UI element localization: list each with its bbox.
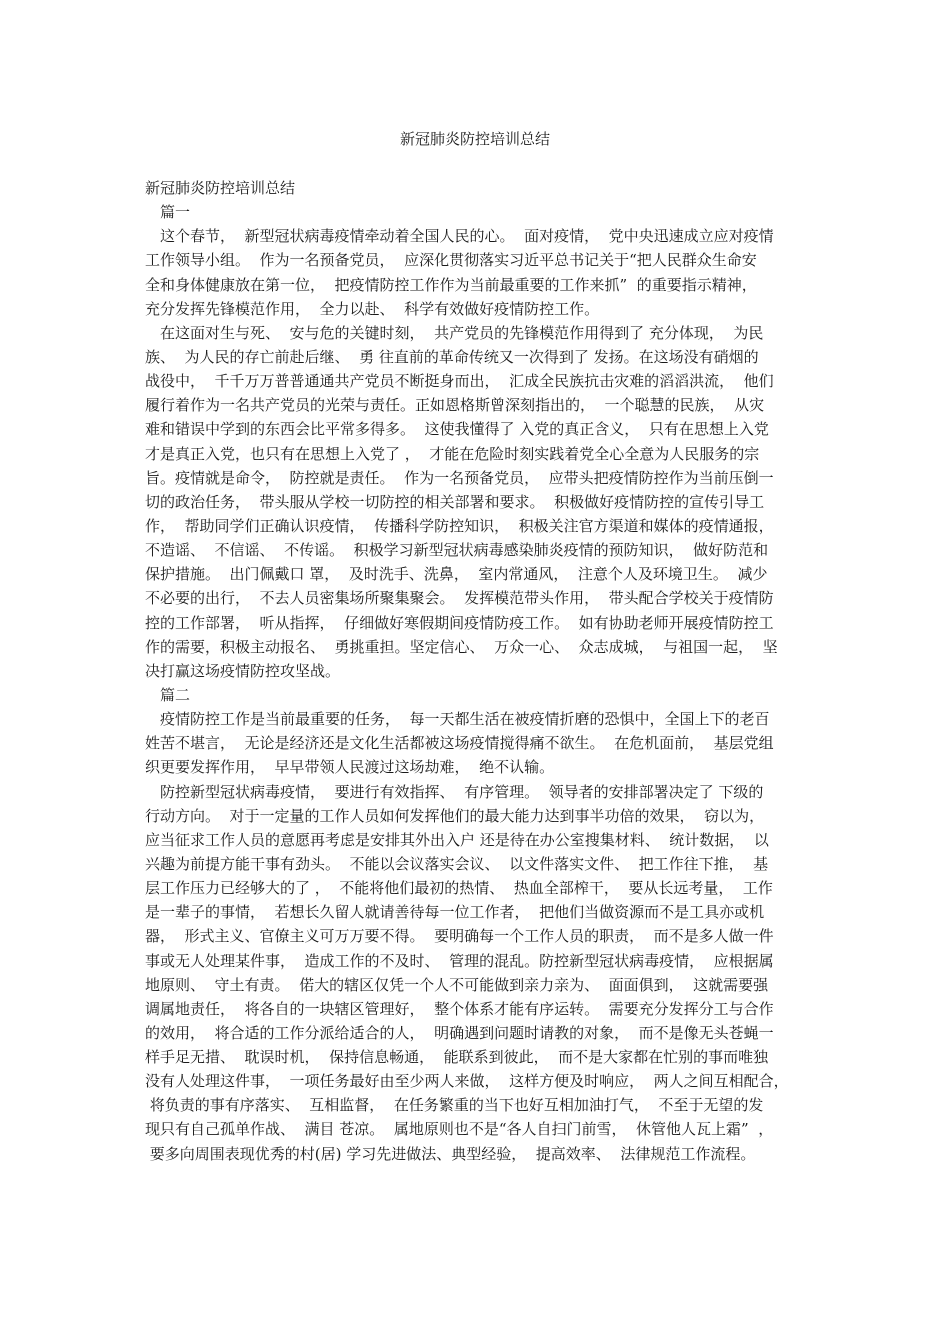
- text-line: 决打赢这场疫情防控攻坚战。: [145, 661, 341, 680]
- text-line: 现只有自己孤单作战、 满目 苍凉。 属地原则也不是“各人自扫门前雪， 休管他人瓦上霜” ，: [145, 1120, 774, 1139]
- text-line: 控的工作部署， 听从指挥， 仔细做好寒假期间疫情防疫工作。 如有协助老师开展疫情防控工: [145, 613, 774, 632]
- text-line: 疫情防控工作是当前最重要的任务， 每一天都生活在被疫情折磨的恐惧中，全国上下的老百: [160, 710, 770, 729]
- text-line: 篇一: [160, 203, 191, 222]
- text-line: 织更要发挥作用， 早早带领人民渡过这场劫难， 绝不认输。: [145, 758, 555, 777]
- text-line: 保护措施。 出门佩戴口 罩， 及时洗手、洗鼻， 室内常通风， 注意个人及环境卫生。 减少: [145, 565, 768, 584]
- text-line: 将负责的事有序落实、 互相监督， 在任务繁重的当下也好互相加油打气， 不至于无望的发: [145, 1096, 764, 1115]
- text-line: 切的政治任务， 带头服从学校一切防控的相关部署和要求。 积极做好疫情防控的宣传引导工: [145, 492, 765, 511]
- text-line: 防控新型冠状病毒疫情， 要进行有效指挥、 有序管理。 领导者的安排部署决定了 下级的: [160, 782, 764, 801]
- text-line: 在这面对生与死、 安与危的关键时刻， 共产党员的先锋模范作用得到了 充分体现， 为民: [160, 323, 764, 342]
- text-line: 工作领导小组。 作为一名预备党员， 应深化贯彻落实习近平总书记关于“把人民群众生命安: [145, 251, 757, 270]
- text-line: 样手足无措、 耽误时机， 保持信息畅通， 能联系到彼此， 而不是大家都在忙别的事而唯独: [145, 1048, 769, 1067]
- text-line: 姓苦不堪言， 无论是经济还是文化生活都被这场疫情搅得痛不欲生。 在危机面前， 基层党组: [145, 734, 774, 753]
- text-line: 不造谣、 不信谣、 不传谣。 积极学习新型冠状病毒感染肺炎疫情的预防知识， 做好防范和: [145, 541, 769, 560]
- text-line: 族、 为人民的存亡前赴后继、 勇 往直前的革命传统又一次得到了 发扬。在这场没有硝烟的: [145, 347, 759, 366]
- text-line: 器， 形式主义、官僚主义可万万要不得。 要明确每一个工作人员的职责， 而不是多人做一件: [145, 927, 774, 946]
- text-line: 不必要的出行， 不去人员密集场所聚集聚会。 发挥模范带头作用， 带头配合学校关于疫情防: [145, 589, 774, 608]
- text-line: 兴趣为前提方能干事有劲头。 不能以会议落实会议、 以文件落实文件、 把工作往下推， 基: [145, 854, 769, 873]
- text-line: 履行着作为一名共产党员的光荣与责任。正如恩格斯曾深刻指出的， 一个聪慧的民族， 从灾: [145, 396, 765, 415]
- document-body: [145, 176, 813, 1166]
- text-line: 这个春节， 新型冠状病毒疫情牵动着全国人民的心。 面对疫情， 党中央迅速成立应对疫情: [160, 227, 774, 246]
- text-line: 没有人处理这件事， 一项任务最好由至少两人来做， 这样方便及时响应， 两人之间互相配合，: [145, 1072, 789, 1091]
- text-line: 篇二: [160, 685, 191, 704]
- text-line: 事或无人处理某件事， 造成工作的不及时、 管理的混乱。防控新型冠状病毒疫情， 应根据属: [145, 951, 774, 970]
- text-line: 才是真正入党，也只有在思想上入党了 ， 才能在危险时刻实践着党全心全意为人民服务的宗: [145, 444, 760, 463]
- text-line: 难和错误中学到的东西会比平常多得多。 这使我懂得了 入党的真正含义， 只有在思想上入党: [145, 420, 769, 439]
- text-line: 充分发挥先锋模范作用， 全力以赴、 科学有效做好疫情防控工作。: [145, 299, 600, 318]
- text-line: 调属地责任， 将各自的一块辖区管理好， 整个体系才能有序运转。 需要充分发挥分工与合作: [145, 999, 774, 1018]
- text-line: 要多向周围表现优秀的村(居) 学习先进做法、典型经验， 提高效率、 法律规范工作流程。: [145, 1144, 756, 1163]
- text-line: 行动方向。 对于一定量的工作人员如何发挥他们的最大能力达到事半功倍的效果， 窃以为，: [145, 806, 765, 825]
- text-line: 层工作压力已经够大的了 ， 不能将他们最初的热情、 热血全部榨干， 要从长远考量， 工作: [145, 879, 773, 898]
- text-line: 战役中， 千千万万普普通通共产党员不断挺身而出， 汇成全民族抗击灾难的滔滔洪流， 他们: [145, 372, 774, 391]
- text-line: 是一辈子的事情， 若想长久留人就请善待每一位工作者， 把他们当做资源而不是工具亦或机: [145, 903, 765, 922]
- page-title: 新冠肺炎防控培训总结: [399, 130, 550, 148]
- text-line: 新冠肺炎防控培训总结: [145, 179, 296, 197]
- text-line: 旨。疫情就是命令， 防控就是责任。 作为一名预备党员， 应带头把疫情防控作为当前压倒一: [145, 468, 774, 487]
- text-line: 的效用， 将合适的工作分派给适合的人， 明确遇到问题时请教的对象， 而不是像无头苍蝇一: [145, 1023, 774, 1042]
- text-line: 作的需要，积极主动报名、 勇挑重担。坚定信心、 万众一心、 众志成城， 与祖国一起， 坚: [145, 637, 778, 656]
- text-line: 地原则、 守土有责。 偌大的辖区仅凭一个人不可能做到亲力亲为、 面面俱到， 这就需要强: [145, 975, 769, 994]
- text-line: 应当征求工作人员的意愿再考虑是安排其外出入户 还是待在办公室搜集材料、 统计数据， 以: [145, 830, 769, 849]
- text-line: 全和身体健康放在第一位， 把疫情防控工作作为当前最重要的工作来抓” 的重要指示精神，: [145, 275, 757, 294]
- text-line: 作， 帮助同学们正确认识疫情， 传播科学防控知识， 积极关注官方渠道和媒体的疫情通报，: [145, 516, 774, 535]
